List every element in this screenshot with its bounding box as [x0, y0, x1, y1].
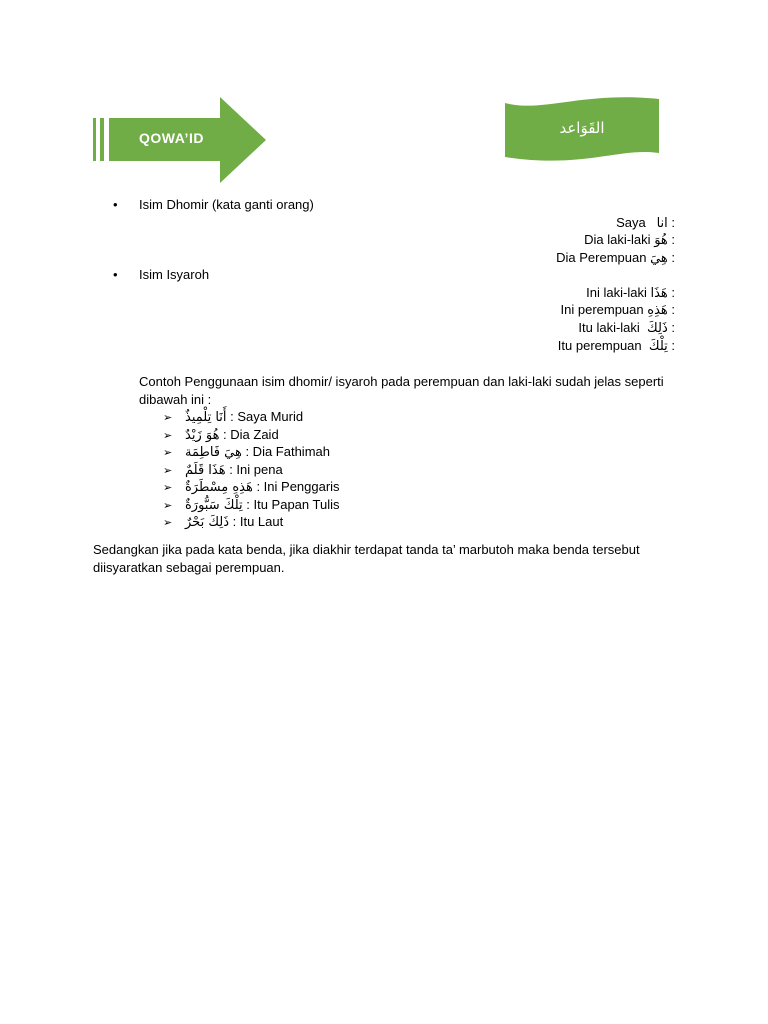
example-arabic: هَذِهِ مِسْطَرَةٌ — [185, 480, 253, 495]
isyaroh-line — [558, 338, 675, 354]
meaning-text: Dia laki-laki — [584, 232, 651, 247]
colon-text: : — [667, 320, 675, 335]
arabic-text: هِيَ — [650, 251, 668, 266]
arabic-text: هَذِهِ — [647, 303, 668, 318]
colon-text: : — [667, 338, 675, 353]
example-meaning: : Saya Murid — [226, 409, 304, 424]
arrow-bullet-icon: ➢ — [163, 447, 173, 459]
meaning-text: Dia Perempuan — [556, 250, 647, 265]
section-title-isyaroh: Isim Isyaroh — [139, 267, 210, 282]
example-meaning: : Itu Papan Tulis — [242, 497, 340, 512]
arrow-bullet-icon: ➢ — [163, 500, 173, 512]
example-arabic: هِيَ فَاطِمَة — [185, 445, 242, 460]
example-meaning: : Dia Zaid — [219, 427, 279, 442]
example-arabic: هَذَا قَلَمٌ — [185, 463, 226, 478]
meaning-text: Ini perempuan — [560, 302, 644, 317]
example-item — [163, 444, 330, 460]
arabic-text: هُوَ — [654, 233, 668, 248]
meaning-text: Itu perempuan — [557, 338, 642, 353]
example-meaning: : Ini pena — [225, 462, 283, 477]
example-item — [163, 514, 283, 530]
example-meaning: : Itu Laut — [229, 514, 284, 529]
example-arabic: أَنَا تِلْمِيذٌ — [185, 410, 227, 425]
closing-paragraph: Sedangkan jika pada kata benda, jika diakhir terdapat tanda ta’ marbutoh maka benda tersebut diisyaratkan sebagai perempuan. — [93, 542, 640, 575]
isyaroh-line — [586, 285, 675, 301]
example-meaning: : Dia Fathimah — [241, 444, 330, 459]
colon-text: : — [667, 250, 675, 265]
colon-text: : — [667, 302, 675, 317]
arrow-title: QOWA’ID — [139, 130, 204, 146]
arrow-bullet-icon: ➢ — [163, 430, 173, 442]
arabic-text: هَذَا — [650, 286, 668, 301]
example-item — [163, 462, 283, 478]
qowaid-arrow-banner — [93, 97, 268, 183]
arrow-bullet-icon: ➢ — [163, 465, 173, 477]
banner-title: القَوَاعد — [559, 120, 605, 137]
example-item — [163, 479, 340, 495]
meaning-text: Itu laki-laki — [578, 320, 640, 335]
example-arabic: ذَلِكَ بَحْرٌ — [185, 515, 230, 530]
dhomir-line — [556, 250, 675, 266]
example-arabic: تِلْكَ سَبُّورَةٌ — [185, 498, 243, 513]
meaning-text: Saya — [616, 215, 646, 230]
example-item — [163, 409, 303, 425]
colon-text: : — [667, 232, 675, 247]
example-meaning: : Ini Penggaris — [252, 479, 340, 494]
example-arabic: هُوَ زَيْدٌ — [185, 428, 220, 443]
isyaroh-line — [561, 302, 675, 318]
isyaroh-line — [578, 320, 675, 336]
arabic-text: انا — [656, 216, 668, 231]
dhomir-line — [584, 232, 675, 248]
dhomir-line — [616, 215, 675, 231]
arrow-bullet-icon: ➢ — [163, 517, 173, 529]
qawaid-wave-banner — [503, 95, 661, 165]
arrow-bullet-icon: ➢ — [163, 412, 173, 424]
example-intro: Contoh Penggunaan isim dhomir/ isyaroh pada perempuan dan laki-laki sudah jelas seperti dibawah ini : — [139, 374, 664, 407]
example-item — [163, 427, 279, 443]
bullet-dot: • — [113, 267, 118, 282]
meaning-text: Ini laki-laki — [586, 285, 647, 300]
colon-text: : — [667, 215, 675, 230]
bullet-dot: • — [113, 197, 118, 212]
example-item — [163, 497, 339, 513]
colon-text: : — [667, 285, 675, 300]
arrow-bullet-icon: ➢ — [163, 482, 173, 494]
arabic-text: تِلْكَ — [648, 339, 668, 354]
section-title-dhomir: Isim Dhomir (kata ganti orang) — [139, 197, 314, 212]
arabic-text: ذَلِكَ — [647, 321, 668, 336]
